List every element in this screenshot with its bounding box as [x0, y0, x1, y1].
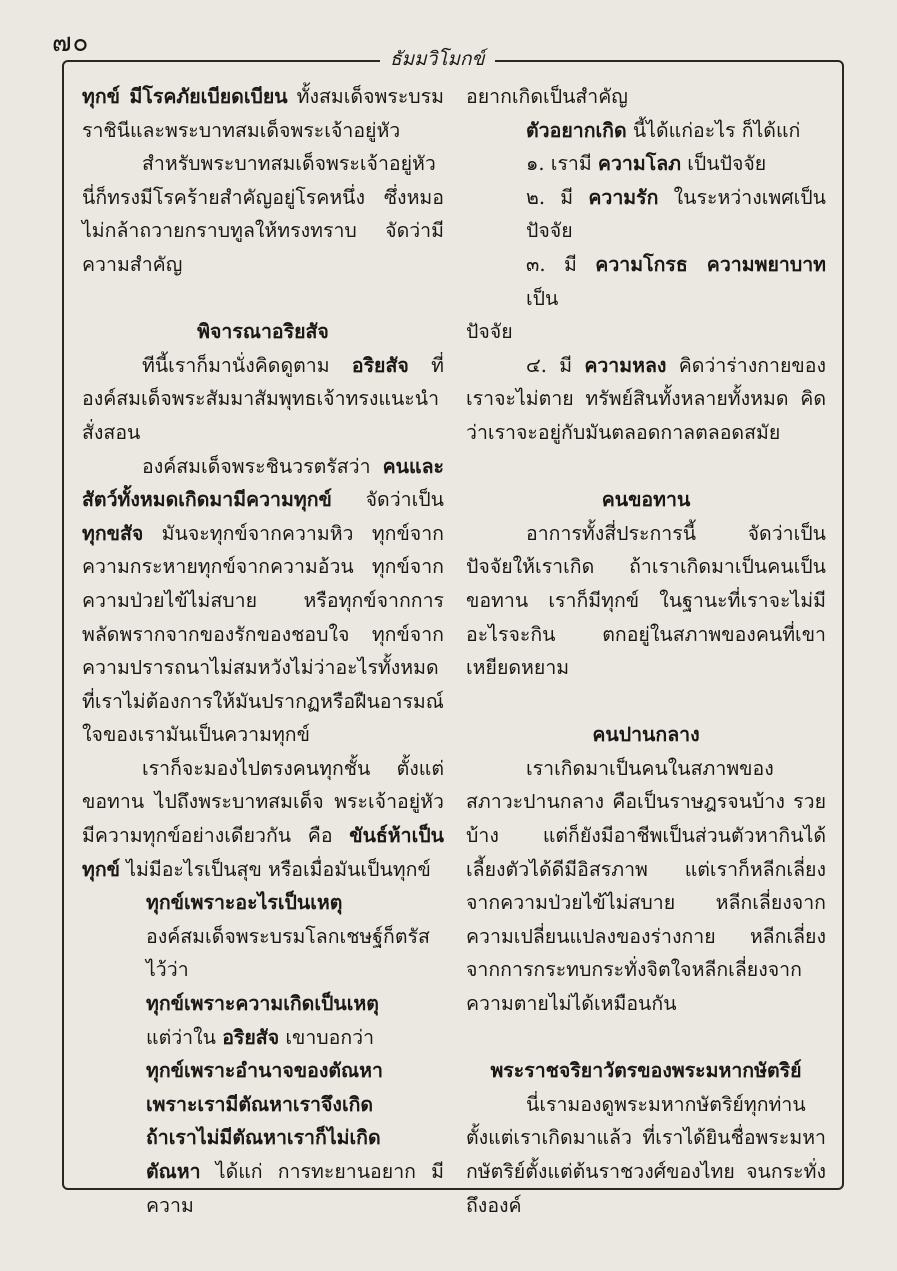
- bold-phrase: ทุกขสัจ: [82, 521, 144, 545]
- text-run: ทั้งสมเด็จพระบรมราชินีและพระบาทสมเด็จพระเจ้าอยู่หัว: [82, 85, 444, 142]
- text-run: คิดว่าร่างกายของเราจะไม่ตาย ทรัพย์สินทั้งหลายทั้งหมด คิดว่าเราจะอยู่กับมันตลอดกาลตลอดสมัย: [466, 353, 826, 444]
- left-column: [82, 80, 444, 1222]
- text-run: ที่องค์สมเด็จพระสัมมาสัมพุทธเจ้าทรงแนะนำสั่งสอน: [82, 353, 444, 444]
- bold-phrase: ตัวอยากเกิด: [526, 118, 627, 142]
- paragraph-8: นี่เรามองดูพระมหากษัตริย์ทุกท่าน ตั้งแต่เราเกิดมาแล้ว ที่เราได้ยินชื่อพระมหากษัตริย์ตั้งแต่ต้นราชวงศ์ของไทย จนกระทั่งถึงองค์: [466, 1092, 826, 1217]
- list-item-1: [466, 147, 826, 181]
- verse-line-3: ทุกข์เพราะความเกิดเป็นเหตุ: [146, 992, 379, 1016]
- paragraph-4: [82, 450, 444, 752]
- section-heading-3: คนปานกลาง: [592, 723, 700, 747]
- bold-phrase: ตัณหา: [146, 1160, 201, 1183]
- bold-phrase: ความโกรธ ความพยาบาท: [595, 252, 827, 276]
- list-item-3-continuation: ปัจจัย: [466, 320, 513, 344]
- bold-phrase: ความหลง: [584, 353, 667, 377]
- text-run: แต่ว่าใน: [146, 1025, 223, 1049]
- paragraph-1: [82, 80, 444, 147]
- verse-line-5: ทุกข์เพราะอำนาจของตัณหา: [146, 1059, 383, 1083]
- running-header: ธัมมวิโมกข์: [380, 44, 495, 74]
- bold-phrase: อริยสัจ: [222, 1025, 280, 1049]
- text-run: ๑. เรามี: [526, 152, 598, 176]
- text-run: องค์สมเด็จพระชินวรตรัสว่า: [142, 454, 383, 478]
- bold-phrase: ทุกข์ มีโรคภัยเบียดเบียน: [82, 85, 288, 108]
- section-heading-1: พิจารณาอริยสัจ: [197, 320, 329, 344]
- text-run: เขาบอกว่า: [279, 1025, 375, 1049]
- text-run: ในระหว่างเพศเป็นปัจจัย: [526, 185, 827, 243]
- paragraph-5: [82, 752, 444, 886]
- verse-line-7: ถ้าเราไม่มีตัณหาเราก็ไม่เกิด: [146, 1126, 381, 1150]
- list-item-4: [466, 349, 826, 450]
- text-run: ไม่มีอะไรเป็นสุข หรือเมื่อมันเป็นทุกข์: [120, 857, 431, 881]
- continuation-line: อยากเกิดเป็นสำคัญ: [466, 85, 628, 108]
- bold-phrase: ความรัก: [588, 185, 659, 209]
- bold-phrase: ขันธ์ห้าเป็นทุกข์: [82, 824, 444, 881]
- paragraph-2: สำหรับพระบาทสมเด็จพระเจ้าอยู่หัวนี่ก็ทรงมีโรคร้ายสำคัญอยู่โรคหนึ่ง ซึ่งหมอไม่กล้าถวายกราบทูลให้ทรงทราบ จัดว่ามีความสำคัญ: [82, 152, 444, 276]
- paragraph-3: [82, 349, 444, 450]
- text-run: ๔. มี: [526, 353, 585, 377]
- text-run: เป็นปัจจัย: [681, 152, 767, 176]
- verse-line-2: องค์สมเด็จพระบรมโลกเชษฐ์ก็ตรัสไว้ว่า: [146, 924, 430, 982]
- lead-in-line: [466, 114, 826, 148]
- paragraph-6: อาการทั้งสี่ประการนี้ จัดว่าเป็นปัจจัยให้เราเกิด ถ้าเราเกิดมาเป็นคนเป็นขอทาน เราก็มีทุกข์ ในฐานะที่เราจะไม่มีอะไรจะกิน ตกอยู่ในสภาพของคนที่เขาเหยียดหยาม: [466, 521, 826, 680]
- right-column: [466, 80, 826, 1222]
- page-number: ๗๐: [52, 28, 90, 58]
- text-run: ๓. มี: [526, 252, 596, 276]
- text-run: เราก็จะมองไปตรงคนทุกชั้น ตั้งแต่ขอทาน ไปถึงพระบาทสมเด็จ พระเจ้าอยู่หัว มีความทุกข์อย่างเดียวกัน คือ: [82, 756, 444, 848]
- text-run: มันจะทุกข์จากความหิว ทุกข์จากความกระหายทุกข์จากความอ้วน ทุกข์จากความป่วยไข้ไม่สบาย หรือทุกข์จากการพลัดพรากจากของรักของชอบใจ ทุกข์จากความปรารถนาไม่สมหวังไม่ว่าอะไรทั้งหมดที่เราไม่ต้องการให้มันปรากฏหรือฝืนอารมณ์ใจของเรามันเป็นความทุกข์: [82, 521, 444, 747]
- text-run: นี้ได้แก่อะไร ก็ได้แก่: [626, 118, 801, 142]
- verse-line-1: ทุกข์เพราะอะไรเป็นเหตุ: [146, 891, 343, 915]
- text-run: จัดว่าเป็น: [331, 488, 444, 512]
- verse-line-4: [82, 1021, 444, 1055]
- text-run: เป็น: [526, 286, 559, 310]
- section-heading-2: คนขอทาน: [601, 488, 691, 512]
- verse-line-6: เพราะเรามีตัณหาเราจึงเกิด: [146, 1092, 374, 1116]
- list-item-2: [466, 181, 826, 248]
- bold-phrase: อริยสัจ: [351, 353, 409, 377]
- text-run: ได้แก่ การทะยานอยาก มีความ: [146, 1160, 444, 1217]
- verse-line-8: [82, 1155, 444, 1222]
- text-run: ทีนี้เราก็มานั่งคิดดูตาม: [142, 353, 352, 377]
- bold-phrase: ความโลภ: [597, 152, 681, 176]
- text-run: ๒. มี: [526, 185, 589, 209]
- section-heading-4: พระราชจริยาวัตรของพระมหากษัตริย์: [490, 1059, 802, 1083]
- paragraph-7: เราเกิดมาเป็นคนในสภาพของสภาวะปานกลาง คือเป็นราษฎรจนบ้าง รวยบ้าง แต่ก็ยังมีอาชีพเป็นส่วนตัวหากินได้ เลี้ยงตัวได้ดีมีอิสรภาพ แต่เราก็หลีกเลี่ยงจากความป่วยไข้ไม่สบาย หลีกเลี่ยงจากความเปลี่ยนแปลงของร่างกาย หลีกเลี่ยงจากการกระทบกระทั่งจิตใจหลีกเลี่ยงจากความตายไม่ได้เหมือนกัน: [466, 756, 826, 1016]
- bold-phrase: คนและสัตว์ทั้งหมดเกิดมามีความทุกข์: [82, 454, 444, 512]
- list-item-3: [466, 248, 826, 315]
